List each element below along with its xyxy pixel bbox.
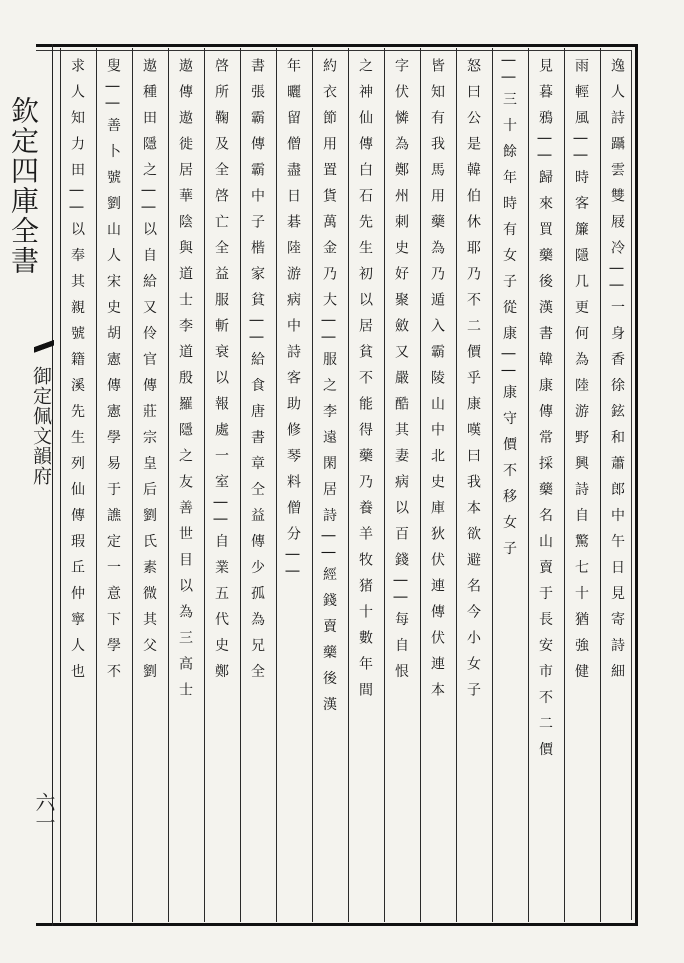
column-text: 叟||善卜號劉山人宋史胡憲傳憲學易于譙定一意下學不	[105, 58, 121, 690]
text-columns	[52, 48, 636, 924]
column-text: 見暮鴉||歸來買藥後漢書韓康傳常採藥名山賣于長安市不二價	[537, 58, 553, 768]
text-column	[276, 48, 312, 922]
fishtail-mark-icon	[34, 332, 54, 358]
text-column	[600, 48, 636, 922]
column-text: 書張霸傳霸中子楷家貧||給食唐書章仝益傳少孤為兄全	[249, 58, 265, 690]
page-number: 六一	[32, 792, 56, 832]
text-column	[132, 48, 168, 922]
text-column	[96, 48, 132, 922]
column-text: 約衣節用置貨萬金乃大||服之李遠閑居詩||經錢賣藥後漢	[321, 58, 337, 723]
text-column	[168, 48, 204, 922]
text-column	[456, 48, 492, 922]
text-column	[420, 48, 456, 922]
text-column	[492, 48, 528, 922]
column-text: 雨輕風||時客簾隱几更何為陸游野興詩自驚七十猶強健	[573, 58, 589, 690]
text-column	[60, 48, 96, 922]
column-text: 年曬留僧盡日碁陸游病中詩客助修琴料僧分||	[285, 58, 301, 586]
text-column	[384, 48, 420, 922]
text-column	[528, 48, 564, 922]
column-text: 皆知有我馬用藥為乃遁入霸陵山中北史庫狄伏連傳伏連本	[429, 58, 445, 708]
text-column	[204, 48, 240, 922]
margin-title: 欽定四庫全書	[7, 96, 40, 276]
column-text: ||三十餘年時有女子從康||康守價不移女子	[501, 58, 517, 567]
text-column	[312, 48, 348, 922]
column-text: 遨種田隱之||以自給又伶官傳莊宗皇后劉氏素微其父劉	[141, 58, 157, 690]
column-text: 逸人詩躡雲雙屐冷||一身香徐鉉和蕭郎中午日見寄詩細	[609, 58, 625, 690]
fold-margin	[0, 44, 56, 926]
column-text: 啓所鞠及全啓亡全益服斬衰以報處一室||自業五代史鄭	[213, 58, 229, 690]
column-text: 字伏憐為鄭州刺史好聚斂又嚴酷其妻病以百錢||每自恨	[393, 58, 409, 690]
column-text: 遨傳遨徙居華陰與道士李道殷羅隱之友善世目以為三高士	[177, 58, 193, 708]
column-text: 求人知力田||以奉其親號籍溪先生列仙傳瑕丘仲寧人也	[69, 58, 85, 690]
column-text: 之神仙傳白石先生初以居貧不能得藥乃養羊牧猪十數年間	[357, 58, 373, 708]
text-column	[564, 48, 600, 922]
text-column	[348, 48, 384, 922]
column-text: 怒曰公是韓伯休耶乃不二價乎康嘆曰我本欲避名今小女子	[465, 58, 481, 708]
margin-subtitle: 御定佩文韻府	[30, 366, 52, 486]
text-column	[240, 48, 276, 922]
